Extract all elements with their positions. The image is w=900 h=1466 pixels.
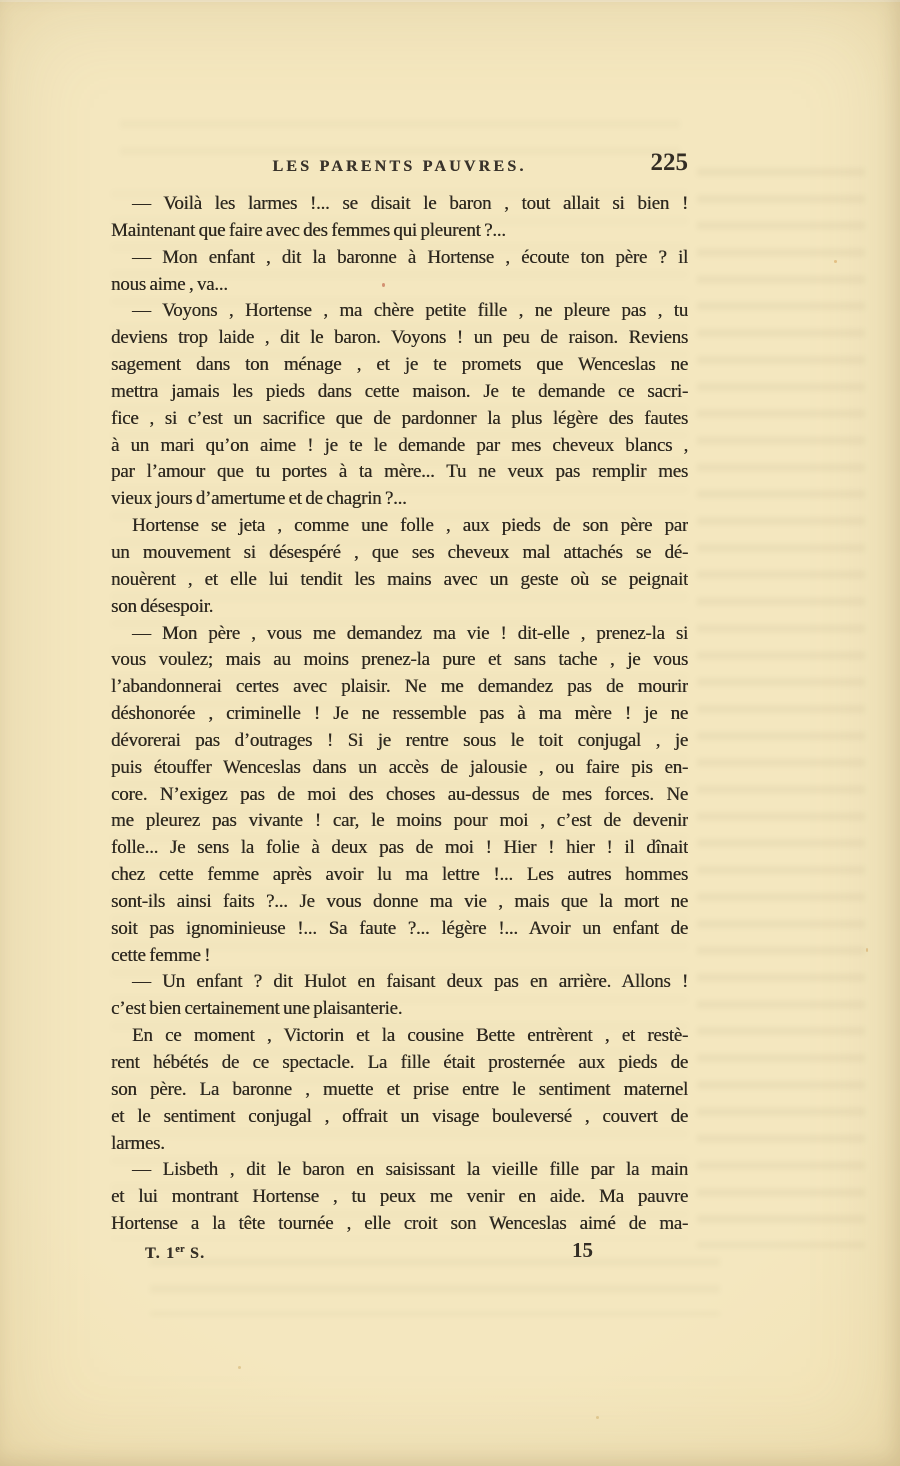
text-line: sont-ils ainsi faits ?... Je vous donne ma vie , mais que la mort ne [111,890,688,912]
text-line: par l’amour que tu portes à ta mère... Tu ne veux pas remplir mes [111,461,688,483]
text-line: Hortense se jeta , comme une folle , aux pieds de son père par [132,515,688,537]
text-line: deviens trop laide , dit le baron. Voyons ! un peu de raison. Reviens [111,327,688,349]
text-line: — Lisbeth , dit le baron en saisissant la vieille fille par la main [132,1159,688,1181]
text-line: sagement dans ton ménage , et je te promets que Wenceslas ne [111,354,688,376]
text-line: déshonorée , criminelle ! Je ne ressemble pas à ma mère ! je ne [111,703,688,725]
text-line: l’abandonnerai certes avec plaisir. Ne me demandez pas de mourir [111,676,688,698]
text-line: c’est bien certainement une plaisanterie. [111,998,403,1020]
text-line: — Mon père , vous me demandez ma vie ! dit-elle , prenez-la si [132,622,688,644]
sheet-number: 15 [572,1238,593,1262]
text-line: nouèrent , et elle lui tendit les mains avec un geste où se peignait [111,568,688,590]
text-line: fice , si c’est un sacrifice que de pardonner la plus légère des fautes [111,407,688,429]
text-line: puis étouffer Wenceslas dans un accès de jalousie , ou faire pis en- [111,756,688,778]
body-text [111,191,688,1238]
text-line: son père. La baronne , muette et prise entre le sentiment maternel [111,1078,688,1100]
text-line: vieux jours d’amertume et de chagrin ?... [111,488,407,510]
volume-signature-prefix: T. 1 [145,1245,176,1262]
text-line: vous voulez; mais au moins prenez-la pure et sans tache , je vous [111,649,688,671]
text-line: à un mari qu’on aime ! je te le demande par mes cheveux blancs , [111,434,688,456]
text-line: son désespoir. [111,595,214,617]
page-number: 225 [650,149,688,176]
paper-speck [834,260,837,263]
text-line: soit pas ignominieuse !... Sa faute ?... légère !... Avoir un enfant de [111,917,688,939]
bleedthrough-overlay [697,168,865,1248]
volume-signature-suffix: S. [184,1245,206,1262]
bleedthrough-overlay [150,1258,720,1316]
paper-speck [866,948,868,952]
text-line: core. N’exigez pas de moi des choses au-dessus de mes forces. Ne [111,783,688,805]
volume-signature-superscript: er [175,1244,185,1255]
text-line: folle... Je sens la folie à deux pas de moi ! Hier ! hier ! il dînait [111,837,688,859]
text-line: larmes. [111,1132,165,1154]
text-line: et lui montrant Hortense , tu peux me venir en aide. Ma pauvre [111,1186,688,1208]
text-line: mettra jamais les pieds dans cette maison. Je te demande ce sacri- [111,380,688,402]
text-line: — Voilà les larmes !... se disait le baron , tout allait si bien ! [132,193,688,214]
text-line: En ce moment , Victorin et la cousine Bette entrèrent , et restè- [132,1025,688,1047]
text-line: Hortense a la tête tournée , elle croit son Wenceslas aimé de ma- [111,1213,688,1235]
running-header [111,149,688,179]
text-line: dévorerai pas d’outrages ! Si je rentre sous le toit conjugal , je [111,729,688,751]
running-title: LES PARENTS PAUVRES. [272,158,527,175]
paper-speck [238,1366,241,1369]
text-line: cette femme ! [111,944,211,966]
text-line: — Mon enfant , dit la baronne à Hortense , écoute ton père ? il [132,246,688,268]
text-line: — Un enfant ? dit Hulot en faisant deux pas en arrière. Allons ! [132,971,688,993]
volume-signature [145,1244,205,1263]
text-line: et le sentiment conjugal , offrait un visage bouleversé , couvert de [111,1105,688,1127]
text-line: Maintenant que faire avec des femmes qui pleurent ?... [111,219,506,241]
text-line: me pleurez pas vivante ! car, le moins pour moi , c’est de devenir [111,810,688,832]
text-line: — Voyons , Hortense , ma chère petite fille , ne pleure pas , tu [132,300,688,322]
paper-speck [596,1416,599,1419]
text-line: nous aime , va... [111,273,228,295]
text-line: un mouvement si désespéré , que ses cheveux mal attachés se dé- [111,541,688,563]
text-line: rent hébétés de ce spectacle. La fille était prosternée aux pieds de [111,1052,688,1073]
text-line: chez cette femme après avoir lu ma lettre !... Les autres hommes [111,864,688,886]
